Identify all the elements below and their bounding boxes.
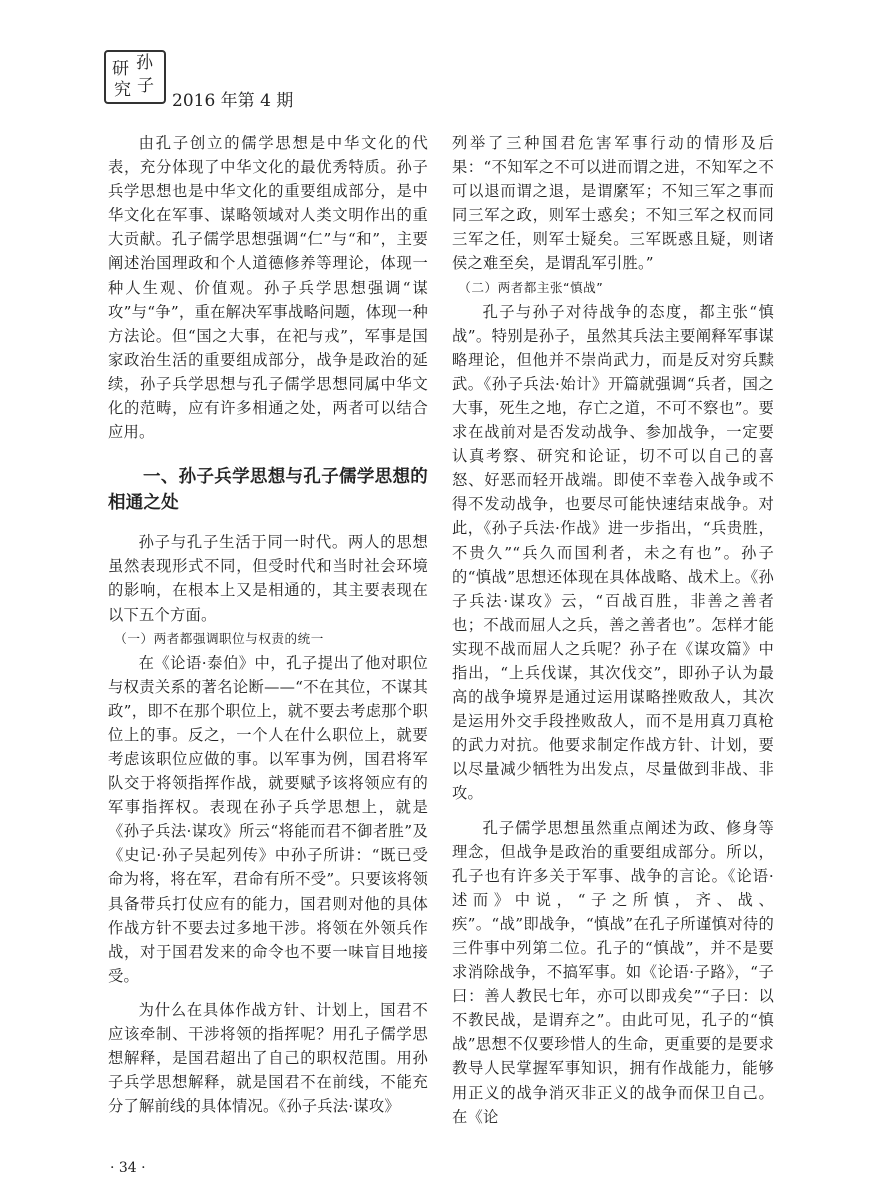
section-heading: 一、孙子兵学思想与孔子儒学思想的相通之处 xyxy=(108,467,428,514)
subsection-heading: （一）两者都强调职位与权责的统一 xyxy=(114,630,324,646)
subsection-heading: （二）两者都主张“慎战” xyxy=(458,279,604,295)
logo-char: 研 xyxy=(112,59,129,79)
page-number: · 34 · xyxy=(110,1160,146,1176)
paragraph: 列举了三种国君危害军事行动的情形及后果：“不知军之不可以进而谓之进，不知军之不可以退而谓之退，是谓縻军；不知三军之事而同三军之政，则军士惑矣；不知三军之权而同三军之任，则军士疑矣。三军既惑且疑，则诸侯之难至矣，是谓乱军引胜。” xyxy=(452,134,774,273)
paragraph: 为什么在具体作战方针、计划上，国君不应该牵制、干涉将领的指挥呢？用孔子儒学思想解释，是国君超出了自己的职权范围。用孙子兵学思想解释，就是国君不在前线，不能充分了解前线的具体情况。《孙子兵法·谋攻》 xyxy=(108,1000,428,1116)
paragraph: 孔子儒学思想虽然重点阐述为政、修身等理念，但战争是政治的重要组成部分。所以，孔子也有许多关于军事、战争的言论。《论语·述而》中说，“子之所慎，齐、战、疾”。“战”即战争，“慎战”在孔子所谨慎对待的三件事中列第二位。孔子的“慎战”，并不是要求消除战争，不搞军事。如《论语·子路》，“子曰：善人教民七年，亦可以即戎矣”“子曰：以不教民战，是谓弃之”。由此可见，孔子的“慎战”思想不仅要珍惜人的生命，更重要的是要求教导人民掌握军事知识，拥有作战能力，能够用正义的战争消灭非正义的战争而保卫自己。在《论 xyxy=(452,818,774,1126)
issue-label: 2016 年第 4 期 xyxy=(172,91,294,111)
logo-char: 究 xyxy=(114,80,131,100)
paragraph: 由孔子创立的儒学思想是中华文化的代表，充分体现了中华文化的最优秀特质。孙子兵学思想也是中华文化的重要组成部分，是中华文化在军事、谋略领域对人类文明作出的重大贡献。孔子儒学思想强调“仁”与“和”，主要阐述治国理政和个人道德修养等理论，体现一种人生观、价值观。孙子兵学思想强调“谋攻”与“争”，重在解决军事战略问题，体现一种方法论。但“国之大事，在祀与戎”，军事是国家政治生活的重要组成部分，战争是政治的延续，孙子兵学思想与孔子儒学思想同属中华文化的范畴，应有许多相通之处，两者可以结合应用。 xyxy=(108,134,428,442)
logo-char: 子 xyxy=(137,76,154,96)
journal-logo xyxy=(104,50,166,104)
left-column xyxy=(108,131,428,1118)
paragraph: 孔子与孙子对待战争的态度，都主张“慎战”。特别是孙子，虽然其兵法主要阐释军事谋略理论，但他并不崇尚武力，而是反对穷兵黩武。《孙子兵法·始计》开篇就强调“兵者，国之大事，死生之地，存亡之道，不可不察也”。要求在战前对是否发动战争、参加战争，一定要认真考察、研究和论证，切不可以自己的喜怒、好恶而轻开战端。即使不幸卷入战争或不得不发动战争，也要尽可能快速结束战争。对此，《孙子兵法·作战》进一步指出，“兵贵胜，不贵久”“兵久而国利者，未之有也”。孙子的“慎战”思想还体现在具体战略、战术上。《孙子兵法·谋攻》云，“百战百胜，非善之善者也；不战而屈人之兵，善之善者也”。怎样才能实现不战而屈人之兵呢？孙子在《谋攻篇》中指出，“上兵伐谋，其次伐交”，即孙子认为最高的战争境界是通过运用谋略挫败敌人，其次是运用外交手段挫败敌人，而不是用真刀真枪的武力对抗。他要求制定作战方针、计划，要以尽量减少牺牲为出发点，尽量做到非战、非攻。 xyxy=(452,302,774,803)
paragraph: 孙子与孔子生活于同一时代。两人的思想虽然表现形式不同，但受时代和当时社会环境的影响，在根本上又是相通的，其主要表现在以下五个方面。 xyxy=(108,533,428,624)
logo-char: 孙 xyxy=(136,53,153,73)
paragraph: 在《论语·泰伯》中，孔子提出了他对职位与权责关系的著名论断——“不在其位，不谋其政”，即不在那个职位上，就不要去考虑那个职位上的事。反之，一个人在什么职位上，就要考虑该职位应做的事。以军事为例，国君将军队交于将领指挥作战，就要赋予该将领应有的军事指挥权。表现在孙子兵学思想上，就是《孙子兵法·谋攻》所云“将能而君不御者胜”及《史记·孙子吴起列传》中孙子所讲：“既已受命为将，将在军，君命有所不受”。只要该将领具备带兵打仗应有的能力，国君则对他的具体作战方针不要去过多地干涉。将领在外领兵作战，对于国君发来的命令也不要一味盲目地接受。 xyxy=(108,653,428,985)
right-column xyxy=(452,131,774,1129)
